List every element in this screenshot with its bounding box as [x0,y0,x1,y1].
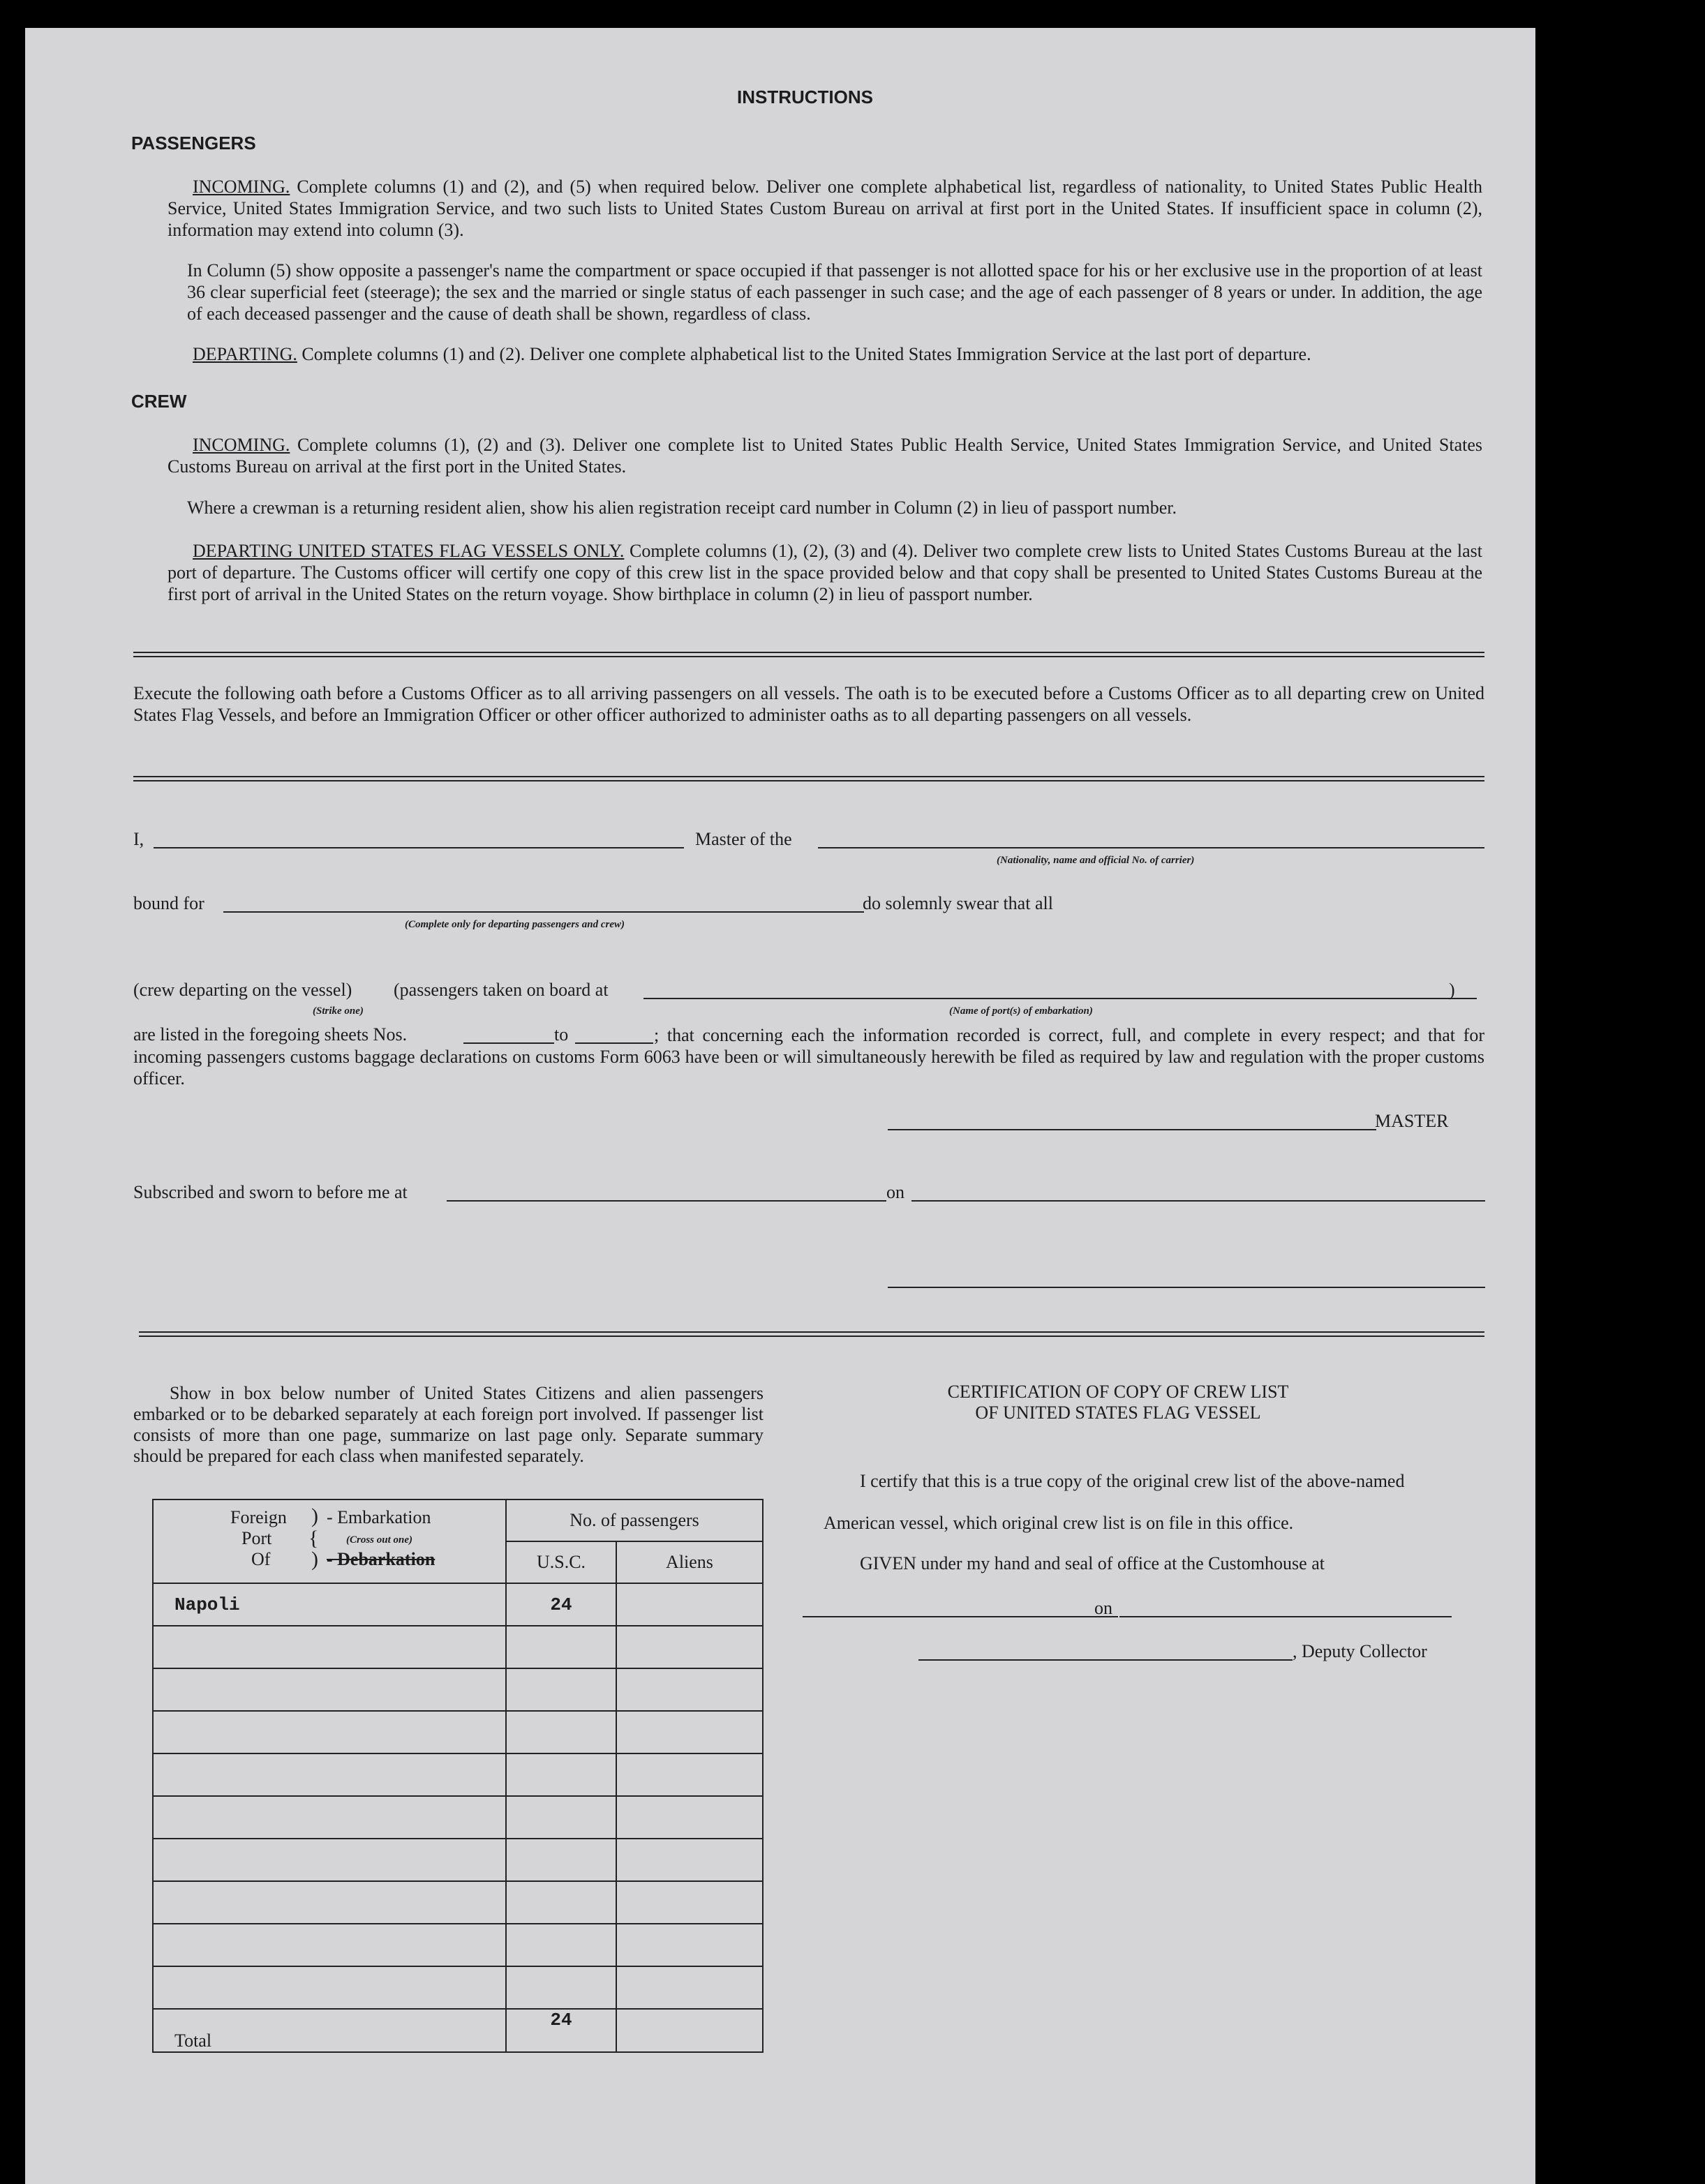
bracket-mid: { [308,1527,319,1550]
ports-line[interactable] [643,998,1477,999]
usc-cell[interactable] [506,1966,616,2009]
table-row [153,1626,763,1668]
certification-title-1: CERTIFICATION OF COPY OF CREW LIST [947,1382,1289,1402]
crew-incoming-text: Complete columns (1), (2) and (3). Deliver one complete list to United States Public Health Service, United States Immigration Service, and United States Customs Bureau on arrival at the first port in the United States. [167,435,1482,477]
port-cell[interactable] [153,1924,506,1966]
usc-cell[interactable]: 24 [506,1583,616,1626]
aliens-cell[interactable] [616,1839,763,1881]
passengers-column5-paragraph: In Column (5) show opposite a passenger's name the compartment or space occupied if that passenger is not allotted space for his or her exclusive use in the proportion of at least 36 clear superficial feet (steerage); the sex and the married or single status of each passenger in such case; and the age of each passenger of 8 years or under. In addition, the age of each deceased passenger and the cause of death shall be shown, regardless of class. [187,260,1482,324]
bracket-bottom: ) [311,1548,318,1571]
port-cell[interactable] [153,1796,506,1839]
bound-for-hint: (Complete only for departing passengers and crew) [405,919,625,930]
table-row [153,1796,763,1839]
carrier-hint: (Nationality, name and official No. of carrier) [997,855,1195,866]
certification-on-label: on [1094,1598,1112,1618]
port-cell[interactable] [153,1881,506,1924]
bound-for-label: bound for [133,893,204,913]
aliens-cell[interactable] [616,1626,763,1668]
section-divider [133,652,1484,657]
foreign-label: Foreign [230,1507,287,1527]
passengers-incoming-text: Complete columns (1) and (2), and (5) when required below. Deliver one complete alphabetical list, regardless of nationality, to United States Public Health Service, United States Immigration Service, and two such lists to United States Custom Bureau on arrival at first port in the United States. If insufficient space in column (2), information may extend into column (3). [167,177,1483,240]
sworn-place-line[interactable] [447,1200,886,1202]
officer-signature-line[interactable] [888,1287,1485,1288]
section-divider [133,776,1484,781]
total-row [153,2009,763,2052]
listed-text-1: are listed in the foregoing sheets Nos. [133,1024,408,1045]
crew-heading: CREW [131,391,187,412]
table-row [153,1753,763,1796]
aliens-header: Aliens [616,1541,763,1583]
passengers-incoming-label: INCOMING. [193,177,290,197]
certification-title-2: OF UNITED STATES FLAG VESSEL [975,1403,1261,1423]
usc-header: U.S.C. [506,1541,616,1583]
port-cell[interactable] [153,1966,506,2009]
port-cell[interactable] [153,1626,506,1668]
sworn-on-label: on [886,1182,904,1202]
usc-cell[interactable] [506,1839,616,1881]
no-passengers-header: No. of passengers [506,1499,763,1541]
aliens-cell[interactable] [616,1753,763,1796]
summary-intro: Show in box below number of United States Citizens and alien passengers embarked or to be debarked separately at each foreign port involved. If passenger list consists of more than one page, summarize on last page only. Separate summary should be prepared for each class when manifested separately. [133,1383,764,1466]
deputy-collector-label: , Deputy Collector [1293,1641,1427,1661]
usc-cell[interactable] [506,1924,616,1966]
crew-departing-label: DEPARTING UNITED STATES FLAG VESSELS ONLY. [193,541,625,561]
port-header-cell [153,1499,506,1583]
crew-incoming-paragraph [167,434,1482,477]
passengers-departing-text: Complete columns (1) and (2). Deliver one complete alphabetical list to the United States Immigration Service at the last port of departure. [301,344,1311,364]
section-divider [139,1331,1484,1337]
aliens-cell[interactable] [616,1668,763,1711]
total-aliens-cell[interactable] [616,2009,763,2052]
port-cell[interactable] [153,1839,506,1881]
strike-one-hint: (Strike one) [313,1005,364,1017]
to-label: to [554,1024,569,1045]
crew-departing-option: (crew departing on the vessel) [133,980,352,1000]
swear-text: do solemnly swear that all [863,893,1053,913]
cross-out-hint: (Cross out one) [346,1534,413,1546]
passengers-taken-option: (passengers taken on board at [394,980,609,1000]
debarkation-label: - Debarkation [327,1549,435,1569]
aliens-cell[interactable] [616,1881,763,1924]
listed-text-2: ; that concerning each the information recorded is correct, full, and complete in every respect; and that for incoming passengers customs baggage declarations on customs Form 6063 have been or will simultaneously herewith be filed as required by law and regulation with the proper customs officer. [133,1025,1484,1089]
document-page [25,28,1535,2184]
aliens-cell[interactable] [616,1924,763,1966]
total-usc-cell[interactable]: 24 [506,2009,616,2052]
passengers-departing-paragraph [167,343,1482,365]
port-cell[interactable] [153,1668,506,1711]
usc-cell[interactable] [506,1711,616,1753]
usc-cell[interactable] [506,1796,616,1839]
oath-i-label: I, [133,829,144,849]
ports-hint: (Name of port(s) of embarkation) [949,1005,1093,1017]
master-name-line[interactable] [154,847,684,848]
master-label: MASTER [1375,1111,1449,1131]
table-row [153,1881,763,1924]
sworn-date-line[interactable] [911,1200,1485,1202]
embarkation-label: - Embarkation [327,1507,431,1527]
crew-departing-paragraph [167,540,1482,605]
master-signature-line[interactable] [888,1129,1376,1130]
usc-cell[interactable] [506,1881,616,1924]
port-label: Port [241,1528,272,1548]
passengers-departing-label: DEPARTING. [193,344,297,364]
aliens-cell[interactable] [616,1796,763,1839]
total-label: Total [153,2009,506,2052]
table-row [153,1711,763,1753]
certification-date-line[interactable] [1119,1616,1452,1617]
of-label: Of [251,1549,271,1569]
customhouse-line[interactable] [803,1616,1118,1617]
aliens-cell[interactable] [616,1583,763,1626]
passenger-summary-table [152,1499,764,2053]
oath-intro: Execute the following oath before a Customs Officer as to all arriving passengers on all vessels. The oath is to be executed before a Customs Officer as to all departing crew on United States Flag Vessels, and before an Immigration Officer or other officer authorized to administer oaths as to all departing passengers on all vessels. [133,683,1484,725]
passengers-incoming-paragraph [167,176,1482,241]
subscribed-label: Subscribed and sworn to before me at [133,1182,408,1202]
table-row [153,1839,763,1881]
usc-cell[interactable] [506,1753,616,1796]
table-row [153,1966,763,2009]
deputy-signature-line[interactable] [918,1659,1293,1661]
crew-resident-paragraph: Where a crewman is a returning resident alien, show his alien registration receipt card number in Column (2) in lieu of passport number. [187,498,1177,518]
bracket-top: ) [311,1504,318,1527]
table-row [153,1668,763,1711]
certify-text-2: American vessel, which original crew list is on file in this office. [824,1513,1294,1533]
table-row [153,1924,763,1966]
port-cell[interactable] [153,1753,506,1796]
certify-text-1: I certify that this is a true copy of the original crew list of the above-named [860,1471,1405,1491]
usc-cell[interactable] [506,1668,616,1711]
carrier-line[interactable] [818,847,1484,848]
close-paren: ) [1449,980,1455,1000]
aliens-cell[interactable] [616,1711,763,1753]
master-of-the-label: Master of the [695,829,792,849]
passengers-heading: PASSENGERS [131,133,256,154]
bound-for-line[interactable] [223,911,864,913]
aliens-cell[interactable] [616,1966,763,2009]
page-title: INSTRUCTIONS [737,87,873,107]
given-text: GIVEN under my hand and seal of office at the Customhouse at [860,1553,1325,1573]
crew-incoming-label: INCOMING. [193,435,290,455]
table-row [153,1583,763,1626]
port-cell[interactable] [153,1711,506,1753]
crew-departing-text: Complete columns (1), (2), (3) and (4). Deliver two complete crew lists to United States Customs Bureau at the last port of departure. The Customs officer will certify one copy of this crew list in the space provided below and that copy shall be presented to United States Customs Bureau at the first port of arrival in the United States on the return voyage. Show birthplace in column (2) in lieu of passport number. [167,541,1483,604]
usc-cell[interactable] [506,1626,616,1668]
port-cell[interactable]: Napoli [153,1583,506,1626]
